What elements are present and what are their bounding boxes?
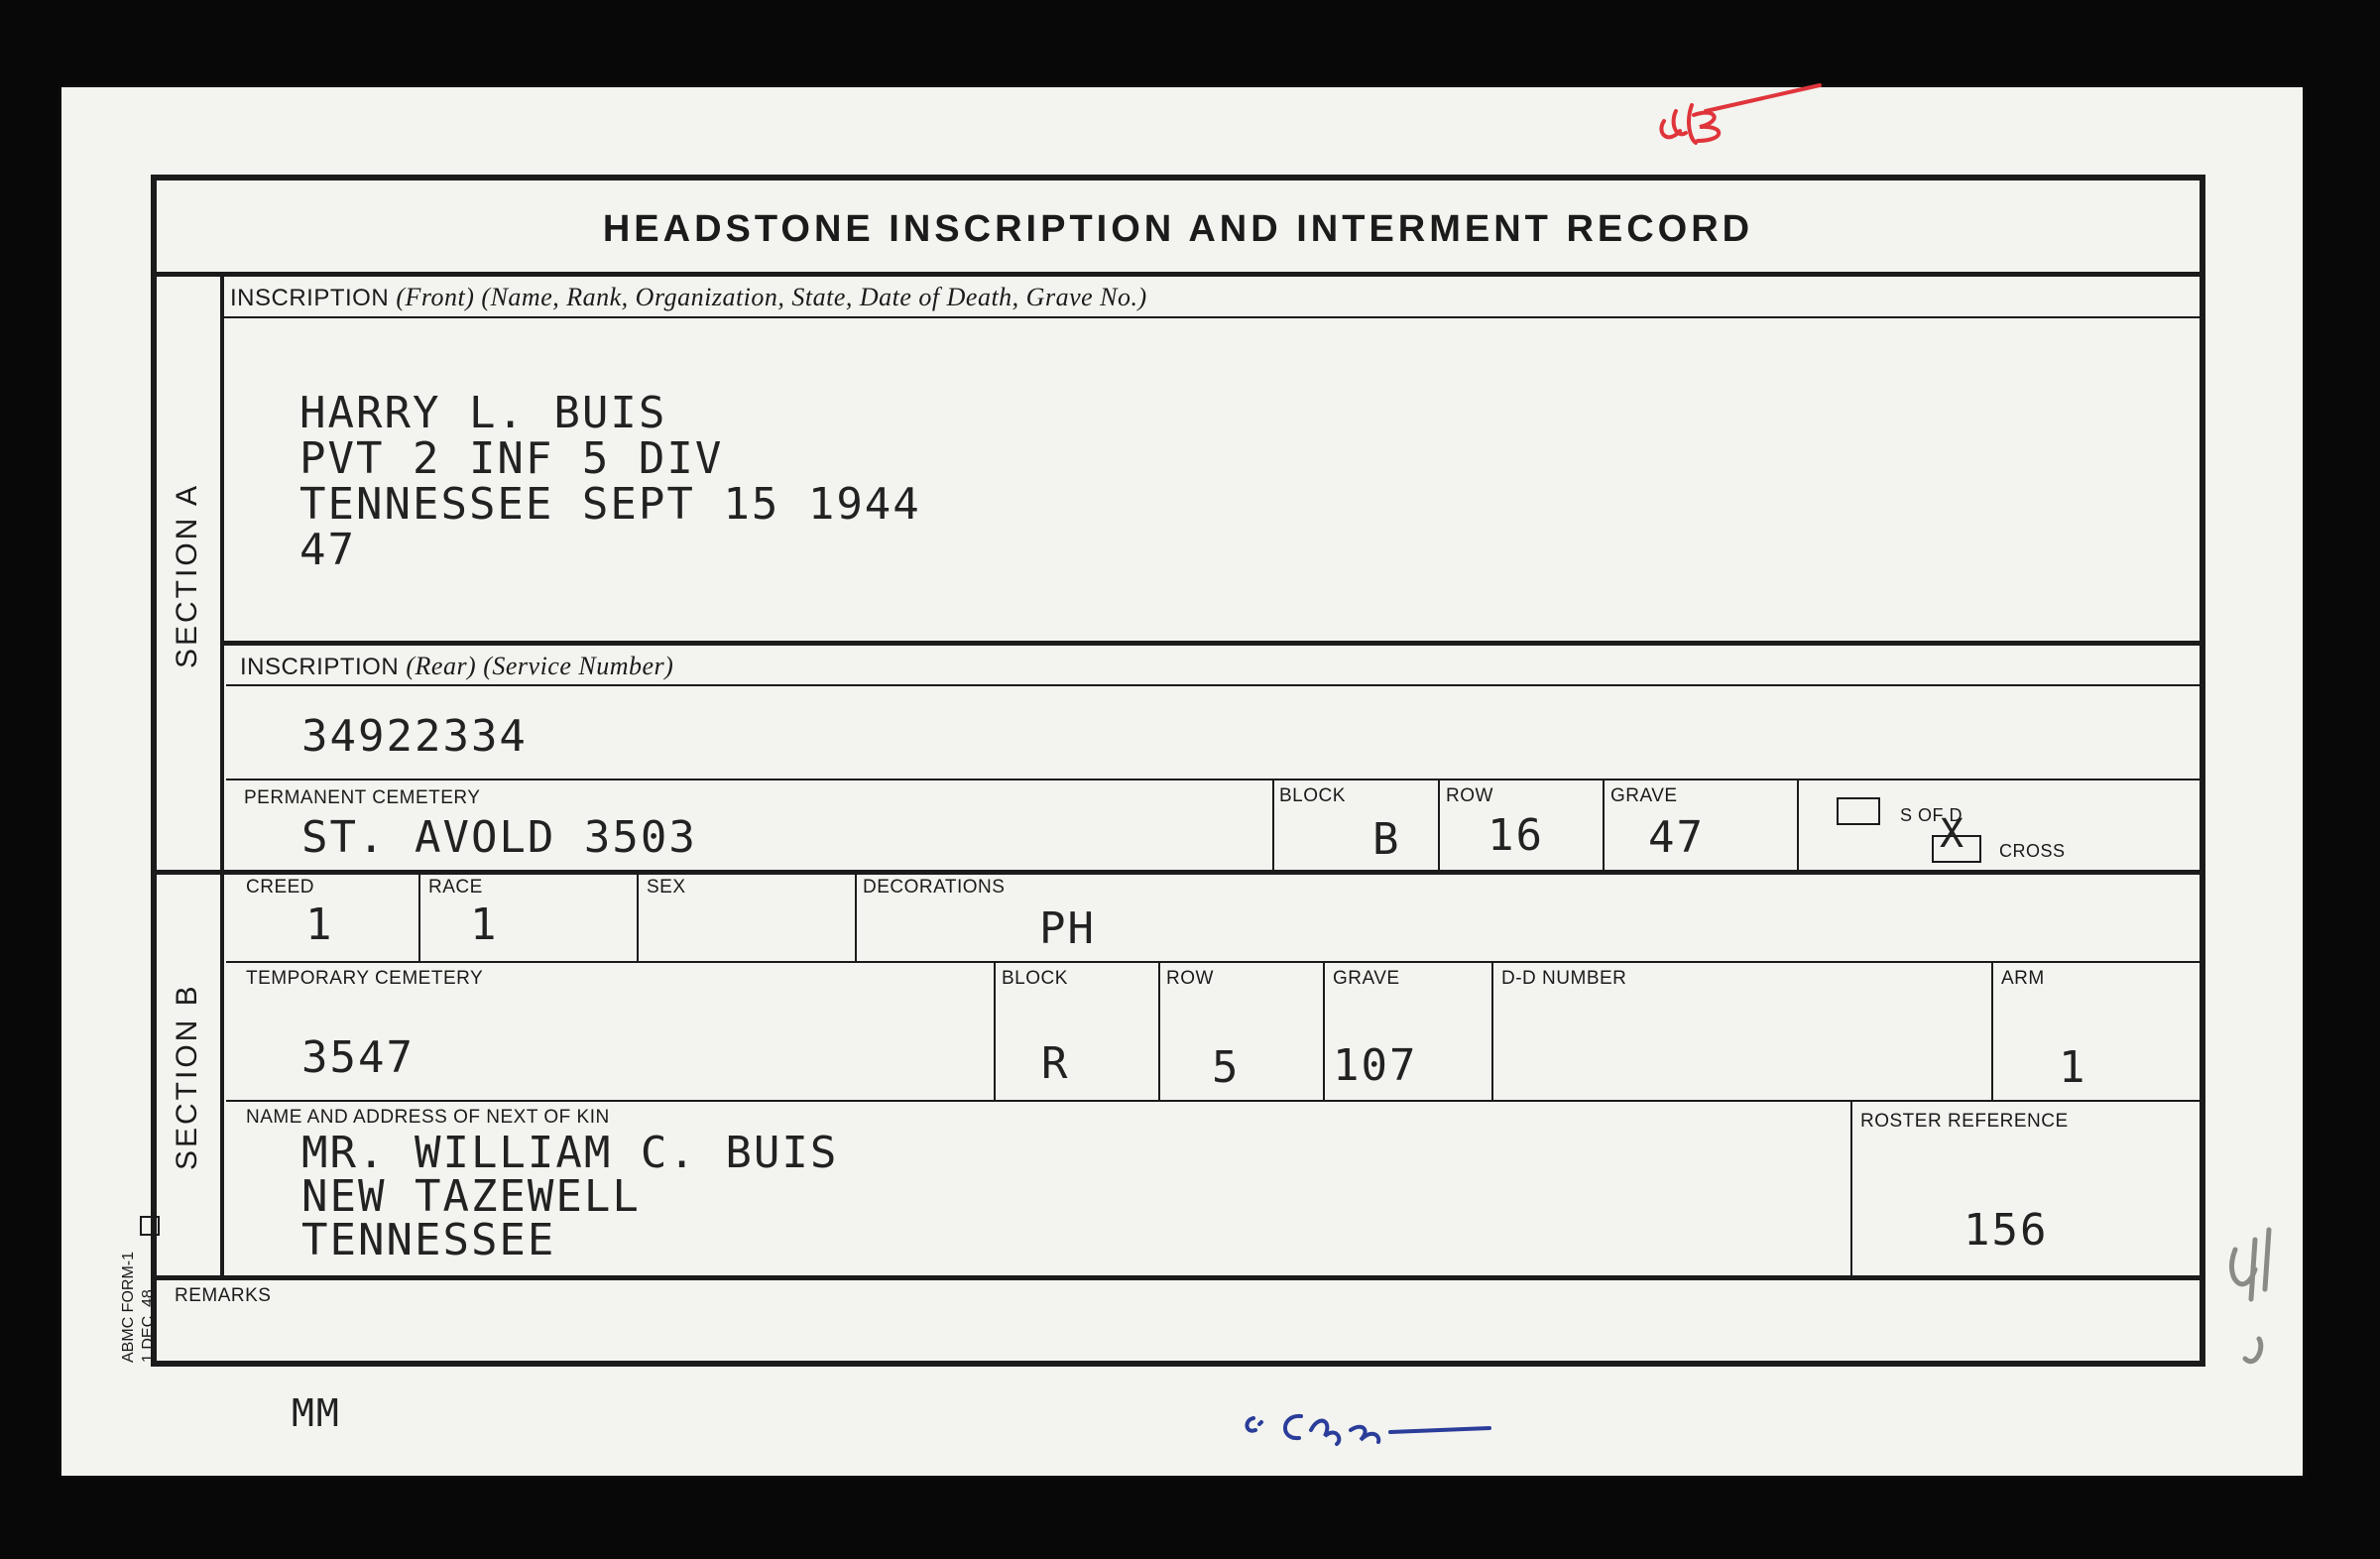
divider-sofd — [1797, 779, 1799, 872]
divider-grave-a — [1603, 779, 1605, 872]
rear-label-divider — [226, 684, 2200, 686]
block-a-value: B — [1372, 814, 1401, 865]
front-inscription-hint: (Front) (Name, Rank, Organization, State, Date of Death, Grave No.) — [396, 283, 1147, 311]
red-handwritten-mark — [1646, 81, 1844, 161]
divider-block-b — [994, 961, 996, 1102]
row-a-value: 16 — [1488, 810, 1544, 861]
row-a-label: ROW — [1446, 785, 1493, 806]
creed-label: CREED — [246, 877, 315, 898]
race-label: RACE — [428, 877, 483, 898]
rear-inscription-hint: (Rear) (Service Number) — [406, 652, 674, 680]
divider-roster — [1850, 1100, 1852, 1277]
permanent-cemetery-value: ST. AVOLD 3503 — [301, 812, 697, 863]
divider-sex — [637, 872, 639, 963]
pencil-marks — [2215, 1220, 2305, 1398]
arm-value: 1 — [2059, 1042, 2087, 1093]
grave-b-value: 107 — [1333, 1040, 1418, 1091]
front-line-3: TENNESSEE SEPT 15 1944 — [299, 479, 921, 530]
creed-row-bottom — [226, 961, 2200, 963]
section-column-divider — [220, 272, 224, 1275]
temporary-cemetery-label: TEMPORARY CEMETERY — [246, 968, 484, 989]
front-inscription-label — [230, 283, 1147, 312]
form-id-line2: 1 DEC. 48 — [140, 1289, 157, 1363]
grave-a-value: 47 — [1648, 812, 1705, 863]
decorations-label: DECORATIONS — [863, 877, 1006, 898]
front-line-2: PVT 2 INF 5 DIV — [299, 433, 724, 484]
temp-cemetery-row-bottom — [226, 1100, 2200, 1102]
front-label-divider — [222, 316, 2200, 318]
sofd-checkbox — [1837, 797, 1880, 825]
arm-label: ARM — [2001, 968, 2045, 989]
divider-grave-b — [1323, 961, 1325, 1102]
front-line-4: 47 — [299, 525, 356, 575]
permanent-cemetery-label: PERMANENT CEMETERY — [244, 787, 481, 808]
grave-b-label: GRAVE — [1333, 968, 1400, 989]
row-b-label: ROW — [1166, 968, 1214, 989]
section-a-label: SECTION A — [171, 482, 203, 668]
section-b-label: SECTION B — [171, 983, 203, 1170]
rear-inscription-label — [240, 652, 673, 681]
block-b-value: R — [1041, 1038, 1070, 1089]
race-value: 1 — [470, 899, 499, 950]
front-inscription-bottom — [222, 641, 2200, 646]
front-inscription-title: INSCRIPTION — [230, 285, 390, 311]
rear-inscription-bottom — [226, 779, 2200, 780]
divider-row-b — [1158, 961, 1160, 1102]
divider-arm — [1991, 961, 1993, 1102]
title-divider — [157, 272, 2200, 277]
next-of-kin-label: NAME AND ADDRESS OF NEXT OF KIN — [246, 1107, 610, 1128]
rear-inscription-title: INSCRIPTION — [240, 654, 400, 680]
block-b-label: BLOCK — [1002, 968, 1068, 989]
divider-block-a — [1272, 779, 1274, 872]
next-of-kin-line-3: TENNESSEE — [301, 1215, 556, 1265]
dd-number-label: D-D NUMBER — [1501, 968, 1627, 989]
grave-a-label: GRAVE — [1610, 785, 1678, 806]
section-b-bottom — [157, 1275, 2200, 1280]
divider-row-a — [1438, 779, 1440, 872]
form-id-line1: ABMC FORM-1 — [120, 1252, 137, 1363]
decorations-value: PH — [1039, 903, 1096, 954]
creed-value: 1 — [305, 899, 334, 950]
form-title: HEADSTONE INSCRIPTION AND INTERMENT RECORD — [602, 208, 1754, 250]
divider-race — [418, 872, 420, 963]
bottom-initials: MM — [292, 1391, 341, 1435]
record-form — [151, 175, 2205, 1367]
remarks-label: REMARKS — [175, 1285, 272, 1306]
next-of-kin-line-2: NEW TAZEWELL — [301, 1171, 641, 1222]
temporary-cemetery-value: 3547 — [301, 1032, 415, 1083]
cross-mark: X — [1940, 811, 1964, 857]
cross-label: CROSS — [1999, 841, 2066, 861]
front-line-1: HARRY L. BUIS — [299, 388, 667, 438]
blue-handwritten-initials — [1242, 1400, 1509, 1460]
roster-reference-value: 156 — [1964, 1205, 2049, 1256]
divider-dd — [1491, 961, 1493, 1102]
row-b-value: 5 — [1212, 1042, 1241, 1093]
next-of-kin-line-1: MR. WILLIAM C. BUIS — [301, 1128, 839, 1178]
sex-label: SEX — [647, 877, 686, 898]
section-a-bottom — [157, 870, 2200, 875]
sofd-label: S OF D — [1900, 805, 1964, 825]
block-a-label: BLOCK — [1279, 785, 1346, 806]
service-number: 34922334 — [301, 711, 528, 762]
roster-reference-label: ROSTER REFERENCE — [1860, 1111, 2069, 1132]
divider-decorations — [855, 872, 857, 963]
